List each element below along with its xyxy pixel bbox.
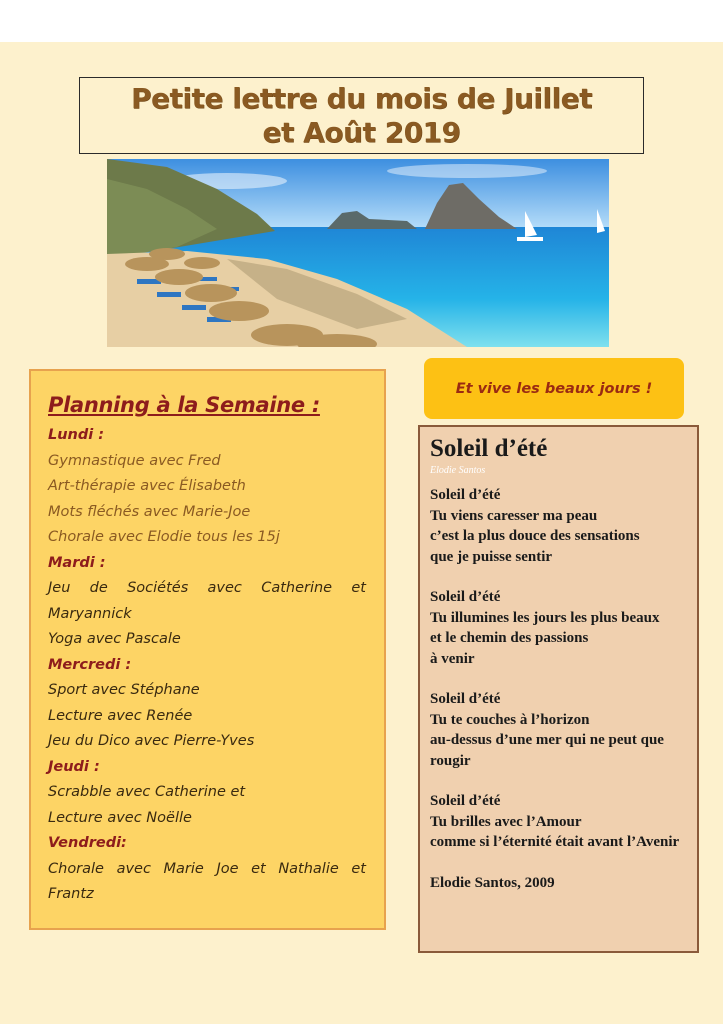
poem-line: comme si l’éternité était avant l’Avenir	[430, 834, 680, 850]
letter-title-line-2: et Août 2019	[262, 115, 461, 149]
activity-item: Sport avec Stéphane	[48, 682, 200, 698]
letter-title-box	[79, 77, 644, 154]
poem-line: Soleil d’été	[430, 691, 501, 707]
poem-stanza	[430, 791, 687, 853]
poem-line: que je puisse sentir	[430, 548, 553, 565]
poem-line: c’est la plus douce des sensations	[430, 528, 640, 544]
activity-item: Scrabble avec Catherine et	[48, 784, 246, 800]
day-thursday: Jeudi :	[48, 758, 100, 775]
activity-item: Chorale avec Elodie tous les 15j	[48, 529, 280, 545]
poem-line: Tu brilles avec l’Amour	[430, 813, 582, 830]
beach-photo-icon	[107, 159, 609, 347]
day-wednesday: Mercredi :	[48, 656, 132, 673]
poem-author-small: Elodie Santos	[430, 465, 486, 476]
poem-line: Tu te couches à l’horizon	[430, 711, 590, 728]
poem-line: à venir	[430, 650, 475, 667]
poem-line: au-dessus d’une mer qui ne peut que rougir	[430, 732, 664, 769]
activity-item: Lecture avec Noëlle	[48, 809, 192, 826]
poem-signature: Elodie Santos, 2009	[430, 874, 555, 891]
poem-line: et le chemin des passions	[430, 630, 589, 646]
activity-item: Jeu du Dico avec Pierre-Yves	[48, 733, 255, 749]
weekly-planning-panel	[29, 369, 386, 930]
poem-line: Tu viens caresser ma peau	[430, 507, 598, 524]
day-friday: Vendredi:	[48, 835, 127, 851]
poem-stanza	[430, 689, 687, 771]
activity-item: Gymnastique avec Fred	[48, 452, 221, 469]
activity-item: Art-thérapie avec Élisabeth	[48, 478, 246, 494]
poem-line: Soleil d’été	[430, 487, 501, 503]
poem-title: Soleil d’été	[430, 435, 548, 462]
activity-item: Lecture avec Renée	[48, 707, 193, 724]
letter-title-line-1: Petite lettre du mois de Juillet	[131, 81, 592, 115]
poem-stanza	[430, 587, 687, 669]
activity-item: Chorale avec Marie Joe et Nathalie et Frantz	[48, 860, 366, 902]
planning-heading: Planning à la Semaine :	[48, 393, 320, 417]
poem-line: Soleil d’été	[430, 589, 501, 605]
day-monday: Lundi :	[48, 427, 105, 443]
activity-item: Jeu de Sociétés avec Catherine et Maryannick	[48, 580, 366, 622]
summer-banner: Et vive les beaux jours !	[424, 358, 684, 419]
activity-item: Mots fléchés avec Marie-Joe	[48, 503, 251, 520]
day-tuesday: Mardi :	[48, 554, 106, 571]
beach-photo	[107, 159, 609, 347]
poem-panel	[418, 425, 699, 953]
poem-line: Tu illumines les jours les plus beaux	[430, 609, 660, 626]
poem-line: Soleil d’été	[430, 793, 501, 809]
activity-item: Yoga avec Pascale	[48, 631, 181, 647]
poem-stanza	[430, 485, 687, 567]
